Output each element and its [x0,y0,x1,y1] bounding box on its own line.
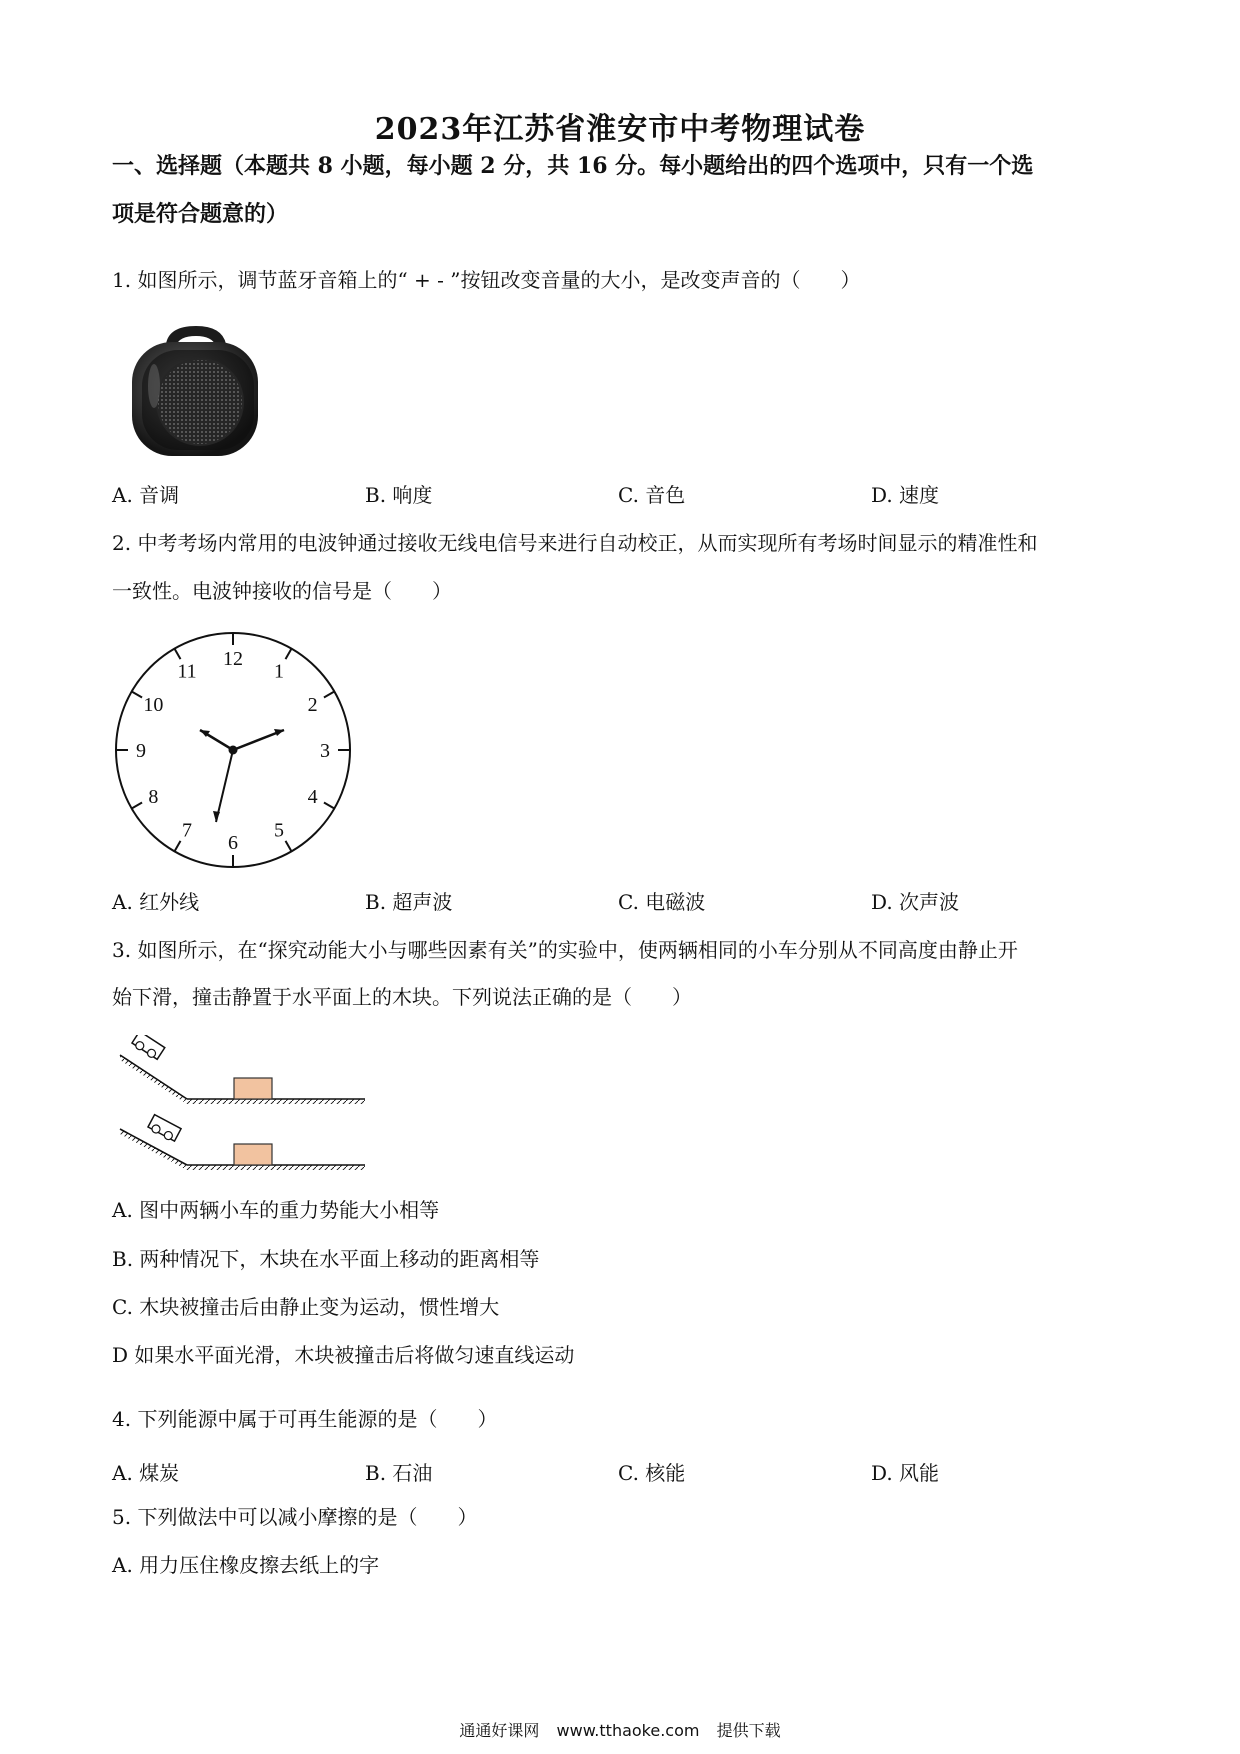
clock-number: 2 [307,694,318,716]
clock-number: 10 [143,694,164,716]
wood-block-high [234,1078,272,1099]
experiment-setup-high [120,1035,365,1104]
q2-option-d: D. 次声波 [871,890,960,914]
clock-tick [132,803,142,809]
q4-option-a: A. 煤炭 [112,1461,180,1485]
clock-number: 8 [148,786,159,808]
clock-number: 7 [182,819,192,842]
question-3-text-line2: 始下滑，撞击静置于水平面上的木块。下列说法正确的是（ ） [112,985,692,1009]
question-1-text: 1. 如图所示，调节蓝牙音箱上的“ + - ”按钮改变音量的大小，是改变声音的（ ） [112,268,861,292]
clock-number: 11 [177,660,197,683]
clock-number: 3 [320,740,330,762]
page-title: 2023年江苏省淮安市中考物理试卷 [374,112,866,147]
clock-tick [132,692,142,698]
clock-number: 5 [274,819,284,842]
q5-option-a: A. 用力压住橡皮擦去纸上的字 [112,1553,380,1577]
q1-option-b: B. 响度 [365,483,433,507]
radio-clock-figure [110,627,356,873]
wood-block-low [234,1144,272,1165]
cart-low [147,1115,181,1143]
clock-center [229,746,238,755]
clock-tick [324,692,334,698]
footer-site-name: 通通好课网 [459,1721,540,1740]
kinetic-energy-experiment-figure [112,1035,372,1185]
experiment-setup-low [120,1115,365,1170]
clock-tick [175,841,181,851]
question-2-text-line1: 2. 中考考场内常用的电波钟通过接收无线电信号来进行自动校正，从而实现所有考场时间显示的精准性和 [112,531,1038,555]
clock-number: 12 [223,648,243,670]
q1-option-d: D. 速度 [871,483,940,507]
q3-option-a: A. 图中两辆小车的重力势能大小相等 [112,1198,440,1222]
q1-option-c: C. 音色 [618,483,686,507]
cart-high [131,1035,165,1061]
clock-number: 4 [307,786,318,808]
bluetooth-speaker-image [124,322,266,460]
q4-option-b: B. 石油 [365,1461,433,1485]
q2-option-a: A. 红外线 [112,890,200,914]
question-3-text-line1: 3. 如图所示，在“探究动能大小与哪些因素有关”的实验中，使两辆相同的小车分别从不同高度由静止开 [112,938,1018,962]
q2-option-c: C. 电磁波 [618,890,706,914]
clock-tick [175,649,181,659]
q3-option-b: B. 两种情况下，木块在水平面上移动的距离相等 [112,1247,540,1271]
q3-option-c: C. 木块被撞击后由静止变为运动，惯性增大 [112,1295,500,1319]
q4-option-d: D. 风能 [871,1461,940,1485]
clock-tick [286,841,292,851]
clock-number: 1 [274,660,284,683]
q2-option-b: B. 超声波 [365,890,453,914]
section-heading [112,142,1132,238]
clock-tick [324,803,334,809]
section-heading-line1: 一、选择题（本题共 8 小题，每小题 2 分，共 16 分。每小题给出的四个选项中，只有一个选 [112,153,1034,179]
question-5-text: 5. 下列做法中可以减小摩擦的是（ ） [112,1505,478,1529]
section-heading-line2: 项是符合题意的） [112,201,289,227]
clock-number: 9 [136,740,146,762]
clock-second-hand [216,750,233,822]
q3-option-d: D 如果水平面光滑，木块被撞击后将做匀速直线运动 [112,1343,575,1367]
question-4-text: 4. 下列能源中属于可再生能源的是（ ） [112,1407,498,1431]
footer-note: 提供下载 [716,1721,781,1740]
clock-tick [286,649,292,659]
footer-site-url[interactable]: www.tthaoke.com [556,1721,700,1740]
question-2-text-line2: 一致性。电波钟接收的信号是（ ） [112,579,452,603]
q1-option-a: A. 音调 [112,483,180,507]
page-footer [0,1718,1240,1741]
q4-option-c: C. 核能 [618,1461,686,1485]
clock-number: 6 [228,832,238,854]
